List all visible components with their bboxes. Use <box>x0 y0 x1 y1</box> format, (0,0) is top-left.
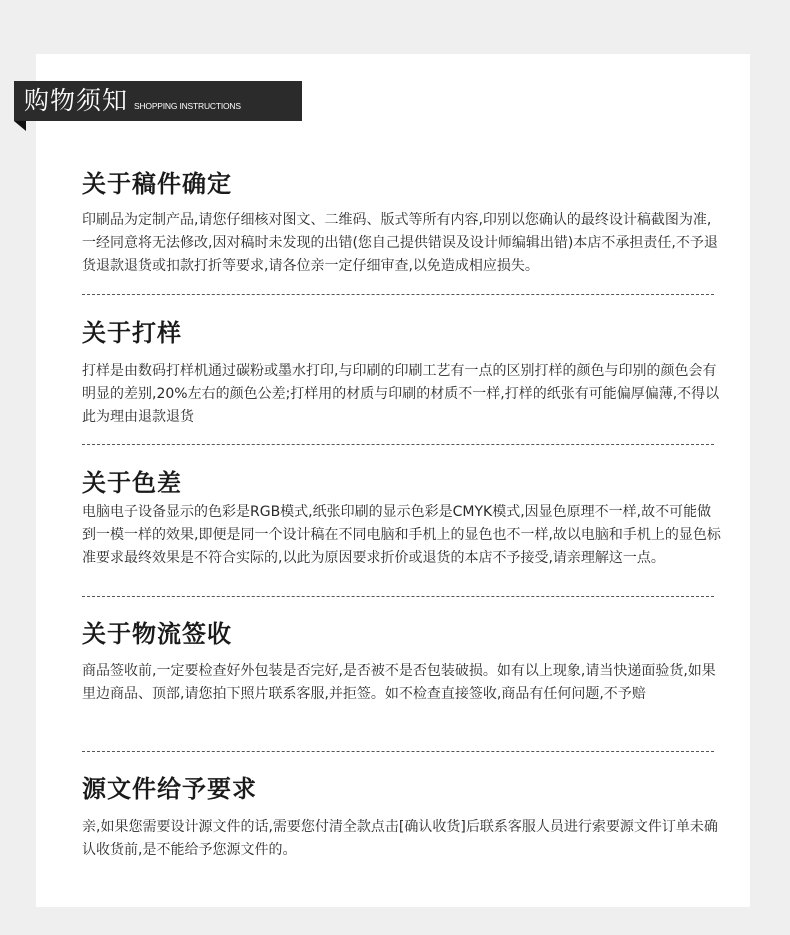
section-body: 打样是由数码打样机通过碳粉或墨水打印,与印刷的印刷工艺有一点的区别打样的颜色与印别的颜色会有明显的差别,20%左右的颜色公差;打样用的材质与印刷的材质不一样,打样的纸张有可能偏厚偏薄,不得以此为理由退款退货 <box>82 363 720 425</box>
section-body: 商品签收前,一定要检查好外包装是否完好,是否被不是否包装破损。如有以上现象,请当快递面验货,如果里边商品、顶部,请您拍下照片联系客服,并拒签。如不检查直接签收,商品有任何问题,不予赔 <box>82 663 716 702</box>
section-color-difference <box>82 468 722 570</box>
section-title: 关于物流签收 <box>82 620 232 648</box>
banner-fold <box>14 121 26 131</box>
section-divider <box>82 596 714 597</box>
section-logistics <box>82 619 722 706</box>
section-title: 关于打样 <box>82 319 182 347</box>
header-banner <box>14 81 302 121</box>
section-source-files <box>82 774 722 862</box>
instructions-card <box>24 54 750 907</box>
section-body: 电脑电子设备显示的色彩是RGB模式,纸张印刷的显示色彩是CMYK模式,因显色原理不一样,故不可能做到一模一样的效果,即便是同一个设计稿在不同电脑和手机上的显色也不一样,故以电脑和手机上的显色标准要求最终效果是不符合实际的,以此为原因要求折价或退货的本店不予接受,请亲理解这一点。 <box>82 504 721 566</box>
section-divider <box>82 294 714 295</box>
section-body: 印刷品为定制产品,请您仔细核对图文、二维码、版式等所有内容,印别以您确认的最终设计稿截图为准,一经同意将无法修改,因对稿时未发现的出错(您自己提供错误及设计师编辑出错)本店不承担责任,不予退货退款退货或扣款打折等要求,请各位亲一定仔细审查,以免造成相应损失。 <box>82 212 718 274</box>
banner-title: 购物须知 <box>24 86 129 115</box>
banner-subtitle: SHOPPING INSTRUCTIONS <box>134 101 241 111</box>
section-divider <box>82 444 714 445</box>
section-proofing <box>82 318 722 429</box>
section-title: 关于稿件确定 <box>82 170 232 198</box>
section-divider <box>82 751 714 752</box>
section-body: 亲,如果您需要设计源文件的话,需要您付清全款点击[确认收货]后联系客服人员进行索要源文件订单未确认收货前,是不能给予您源文件的。 <box>82 819 718 858</box>
section-title: 关于色差 <box>82 469 182 497</box>
section-manuscript <box>82 169 722 278</box>
section-title: 源文件给予要求 <box>82 775 257 803</box>
